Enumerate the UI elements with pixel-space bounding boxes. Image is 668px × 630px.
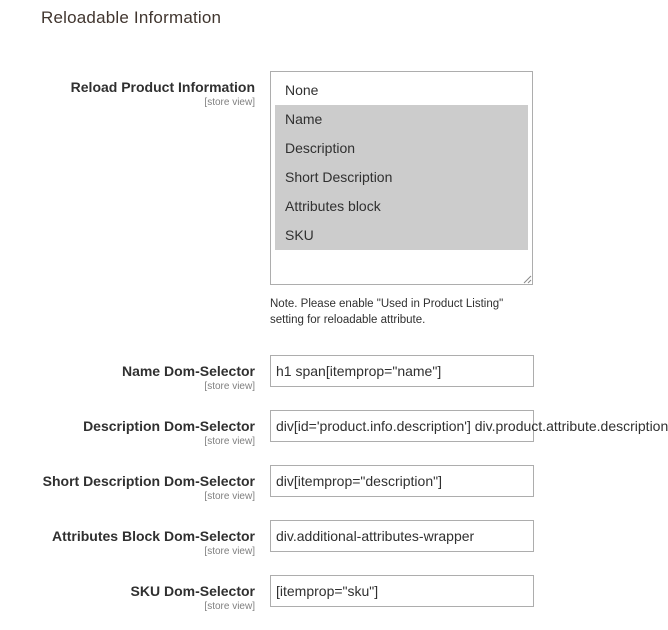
- option-name[interactable]: Name: [275, 105, 528, 134]
- reload-product-information-scope: [store view]: [204, 97, 255, 108]
- short-description-dom-selector-scope: [store view]: [204, 491, 255, 502]
- description-dom-selector-input[interactable]: div[id='product.info.description'] div.product.attribute.description: [270, 410, 534, 442]
- short-description-dom-selector-label: Short Description Dom-Selector: [42, 473, 255, 489]
- option-short-description[interactable]: Short Description: [275, 163, 528, 192]
- short-description-dom-selector-input[interactable]: div[itemprop="description"]: [270, 465, 534, 497]
- option-sku[interactable]: SKU: [275, 221, 528, 250]
- sku-dom-selector-scope: [store view]: [204, 601, 255, 612]
- reload-note: [270, 296, 540, 328]
- description-dom-selector-scope: [store view]: [204, 436, 255, 447]
- name-dom-selector-input[interactable]: h1 span[itemprop="name"]: [270, 355, 534, 387]
- note-line-1: Note. Please enable "Used in Product Listing": [270, 298, 504, 310]
- reload-product-information-multiselect[interactable]: [270, 71, 533, 285]
- attributes-block-dom-selector-scope: [store view]: [204, 546, 255, 557]
- sku-dom-selector-label: SKU Dom-Selector: [130, 583, 255, 599]
- resize-handle-icon[interactable]: [523, 275, 531, 283]
- option-none[interactable]: None: [285, 82, 319, 98]
- note-line-2: setting for reloadable attribute.: [270, 314, 426, 326]
- option-attributes-block[interactable]: Attributes block: [275, 192, 528, 221]
- name-dom-selector-scope: [store view]: [204, 381, 255, 392]
- attributes-block-dom-selector-input[interactable]: div.additional-attributes-wrapper: [270, 520, 534, 552]
- sku-dom-selector-input[interactable]: [itemprop="sku"]: [270, 575, 534, 607]
- option-description[interactable]: Description: [275, 134, 528, 163]
- reload-product-information-label: Reload Product Information: [70, 79, 255, 95]
- description-dom-selector-label: Description Dom-Selector: [83, 418, 255, 434]
- attributes-block-dom-selector-label: Attributes Block Dom-Selector: [51, 528, 255, 544]
- section-title: Reloadable Information: [41, 8, 222, 27]
- name-dom-selector-label: Name Dom-Selector: [121, 363, 255, 379]
